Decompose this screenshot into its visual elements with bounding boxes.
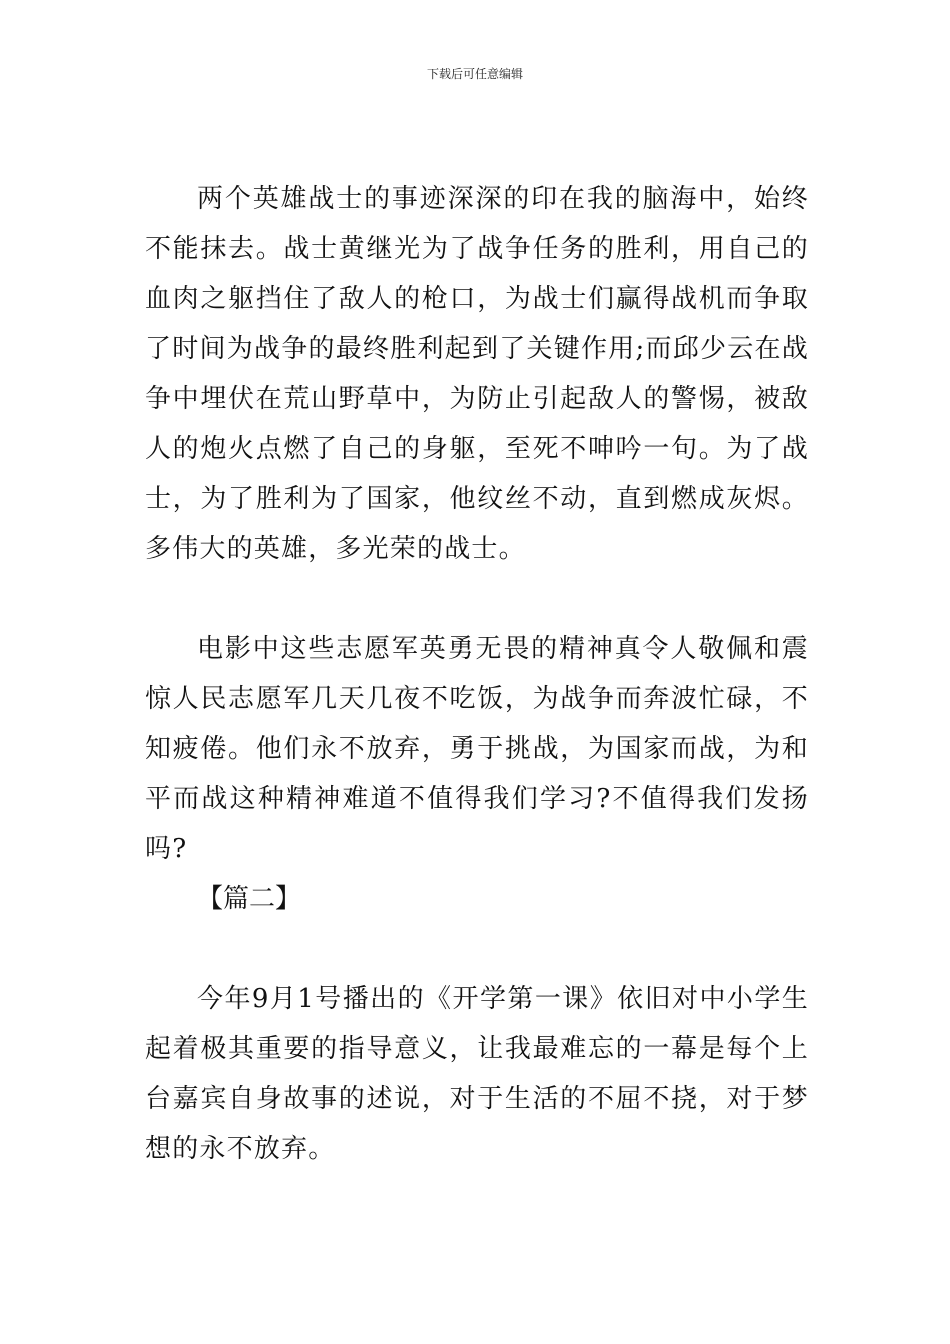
paragraph-first-lesson: 今年9月1号播出的《开学第一课》依旧对中小学生起着极其重要的指导意义，让我最难忘的一幕是每个上台嘉宾自身故事的述说，对于生活的不屈不挠，对于梦想的永不放弃。	[145, 984, 809, 1164]
section-title: 【篇二】	[197, 884, 302, 914]
paragraph-heroes: 两个英雄战士的事迹深深的印在我的脑海中，始终不能抹去。战士黄继光为了战争任务的胜利，用自己的血肉之躯挡住了敌人的枪口，为战士们赢得战机而争取了时间为战争的最终胜利起到了关键作用;而邱少云在战争中埋伏在荒山野草中，为防止引起敌人的警惕，被敌人的炮火点燃了自己的身躯，至死不呻吟一句。为了战士，为了胜利为了国家，他纹丝不动，直到燃成灰烬。多伟大的英雄，多光荣的战士。	[145, 184, 809, 564]
page-header: 下载后可任意编辑	[426, 67, 523, 81]
paragraph-volunteers: 电影中这些志愿军英勇无畏的精神真令人敬佩和震惊人民志愿军几天几夜不吃饭，为战争而奔波忙碌，不知疲倦。他们永不放弃，勇于挑战，为国家而战，为和平而战这种精神难道不值得我们学习?不值得我们发扬吗?	[145, 634, 809, 864]
